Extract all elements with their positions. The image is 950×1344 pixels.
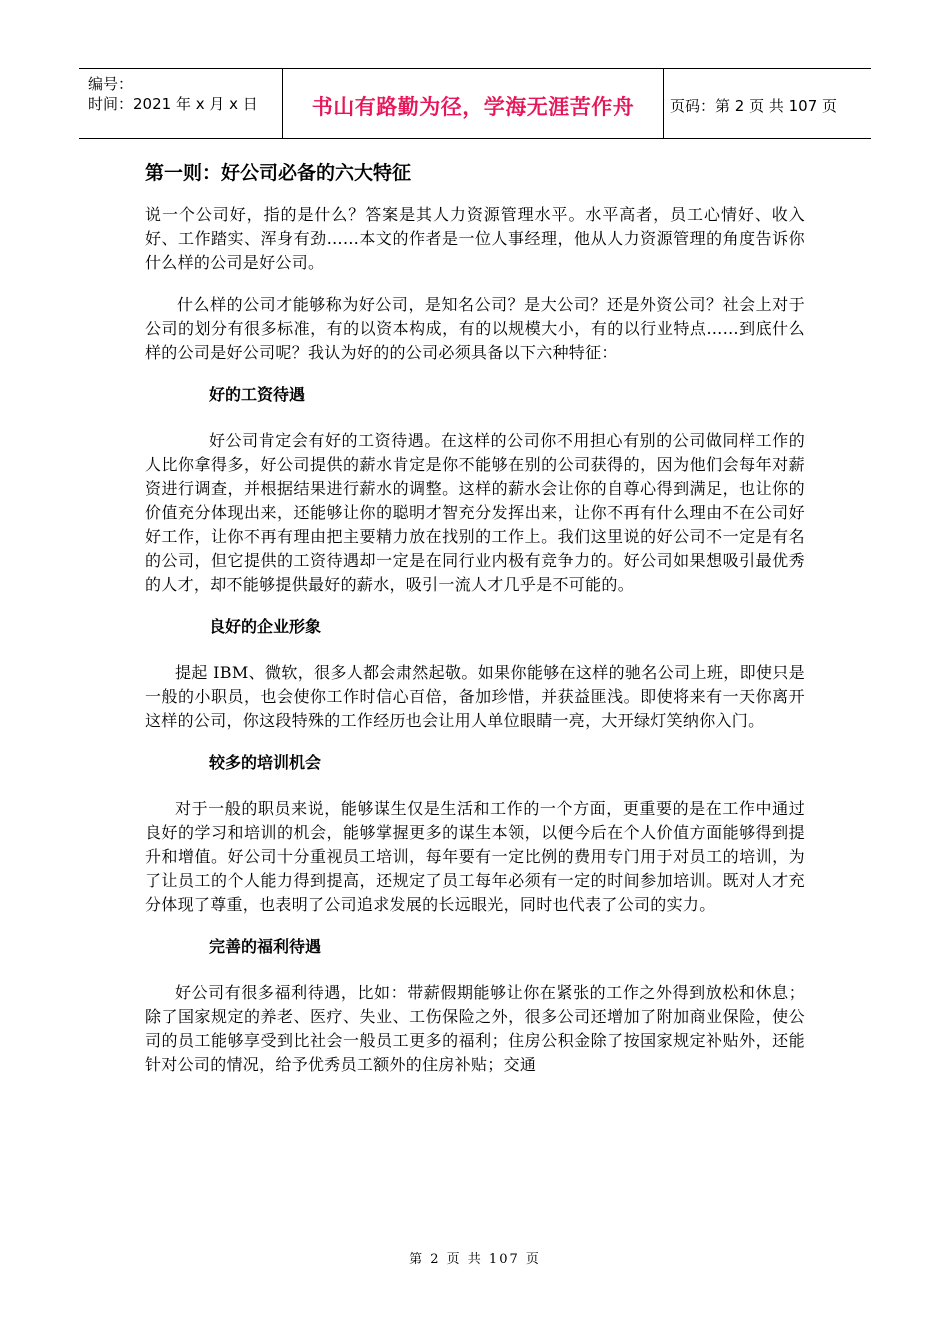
section-text-training: 对于一般的职员来说，能够谋生仅是生活和工作的一个方面，更重要的是在工作中通过良好的学习和培训的机会，能够掌握更多的谋生本领，以便今后在个人价值方面能够得到提升和增值。好公司十分重视员工培训，每年要有一定比例的费用专门用于对员工的培训，为了让员工的个人能力得到提高，还规定了员工每年必须有一定的时间参加培训。既对人才充分体现了尊重，也表明了公司追求发展的长远眼光，同时也代表了公司的实力。 (145, 799, 805, 914)
section-text-welfare: 好公司有很多福利待遇，比如：带薪假期能够让你在紧张的工作之外得到放松和休息；除了国家规定的养老、医疗、失业、工伤保险之外，很多公司还增加了附加商业保险，使公司的员工能够享受到比社会一般员工更多的福利；住房公积金除了按国家规定补贴外，还能针对公司的情况，给予优秀员工额外的住房补贴；交通 (145, 983, 805, 1074)
header-info-cell (79, 69, 283, 138)
header-motto-cell (283, 69, 664, 138)
section-heading-welfare: 完善的福利待遇 (209, 937, 322, 956)
document-title: 第一则：好公司必备的六大特征 (145, 162, 412, 184)
document-body (145, 158, 805, 1095)
header-page-cell (664, 69, 871, 138)
header-page-code: 页码：第 2 页 共 107 页 (670, 97, 838, 115)
section-text-salary: 好公司肯定会有好的工资待遇。在这样的公司你不用担心有别的公司做同样工作的人比你拿得多，好公司提供的薪水肯定是你不能够在别的公司获得的，因为他们会每年对薪资进行调查，并根据结果进行薪水的调整。这样的薪水会让你的自尊心得到满足，也让你的价值充分体现出来，还能够让你的聪明才智充分发挥出来，让你不再有什么理由不在公司好好工作，让你不再有理由把主要精力放在找别的工作上。我们这里说的好公司不一定是有名的公司，但它提供的工资待遇却一定是在同行业内极有竞争力的。好公司如果想吸引最优秀的人才，却不能够提供最好的薪水，吸引一流人才几乎是不可能的。 (145, 431, 805, 594)
section-heading-training: 较多的培训机会 (209, 753, 322, 772)
header-table (79, 68, 871, 139)
page-footer: 第 2 页 共 107 页 (409, 1252, 541, 1267)
section-text-image: 提起 IBM、微软，很多人都会肃然起敬。如果你能够在这样的驰名公司上班，即使只是一般的小职员，也会使你工作时信心百倍，备加珍惜，并获益匪浅。即使将来有一天你离开这样的公司，你这段特殊的工作经历也会让用人单位眼睛一亮，大开绿灯笑纳你入门。 (145, 663, 805, 730)
intro-paragraph: 说一个公司好，指的是什么？答案是其人力资源管理水平。水平高者，员工心情好、收入好、工作踏实、浑身有劲……本文的作者是一位人事经理，他从人力资源管理的角度告诉你什么样的公司是好公司。 (145, 205, 805, 272)
header-motto: 书山有路勤为径，学海无涯苦作舟 (311, 95, 635, 119)
document-date-label: 时间：2021 年 x 月 x 日 (88, 95, 258, 113)
section-heading-salary: 好的工资待遇 (209, 385, 306, 404)
overview-paragraph: 什么样的公司才能够称为好公司，是知名公司？是大公司？还是外资公司？社会上对于公司的划分有很多标准，有的以资本构成，有的以规模大小，有的以行业特点……到底什么样的公司是好公司呢？我认为好的的公司必须具备以下六种特征： (145, 295, 805, 362)
section-heading-image: 良好的企业形象 (209, 617, 322, 636)
document-number-label: 编号： (88, 75, 134, 93)
